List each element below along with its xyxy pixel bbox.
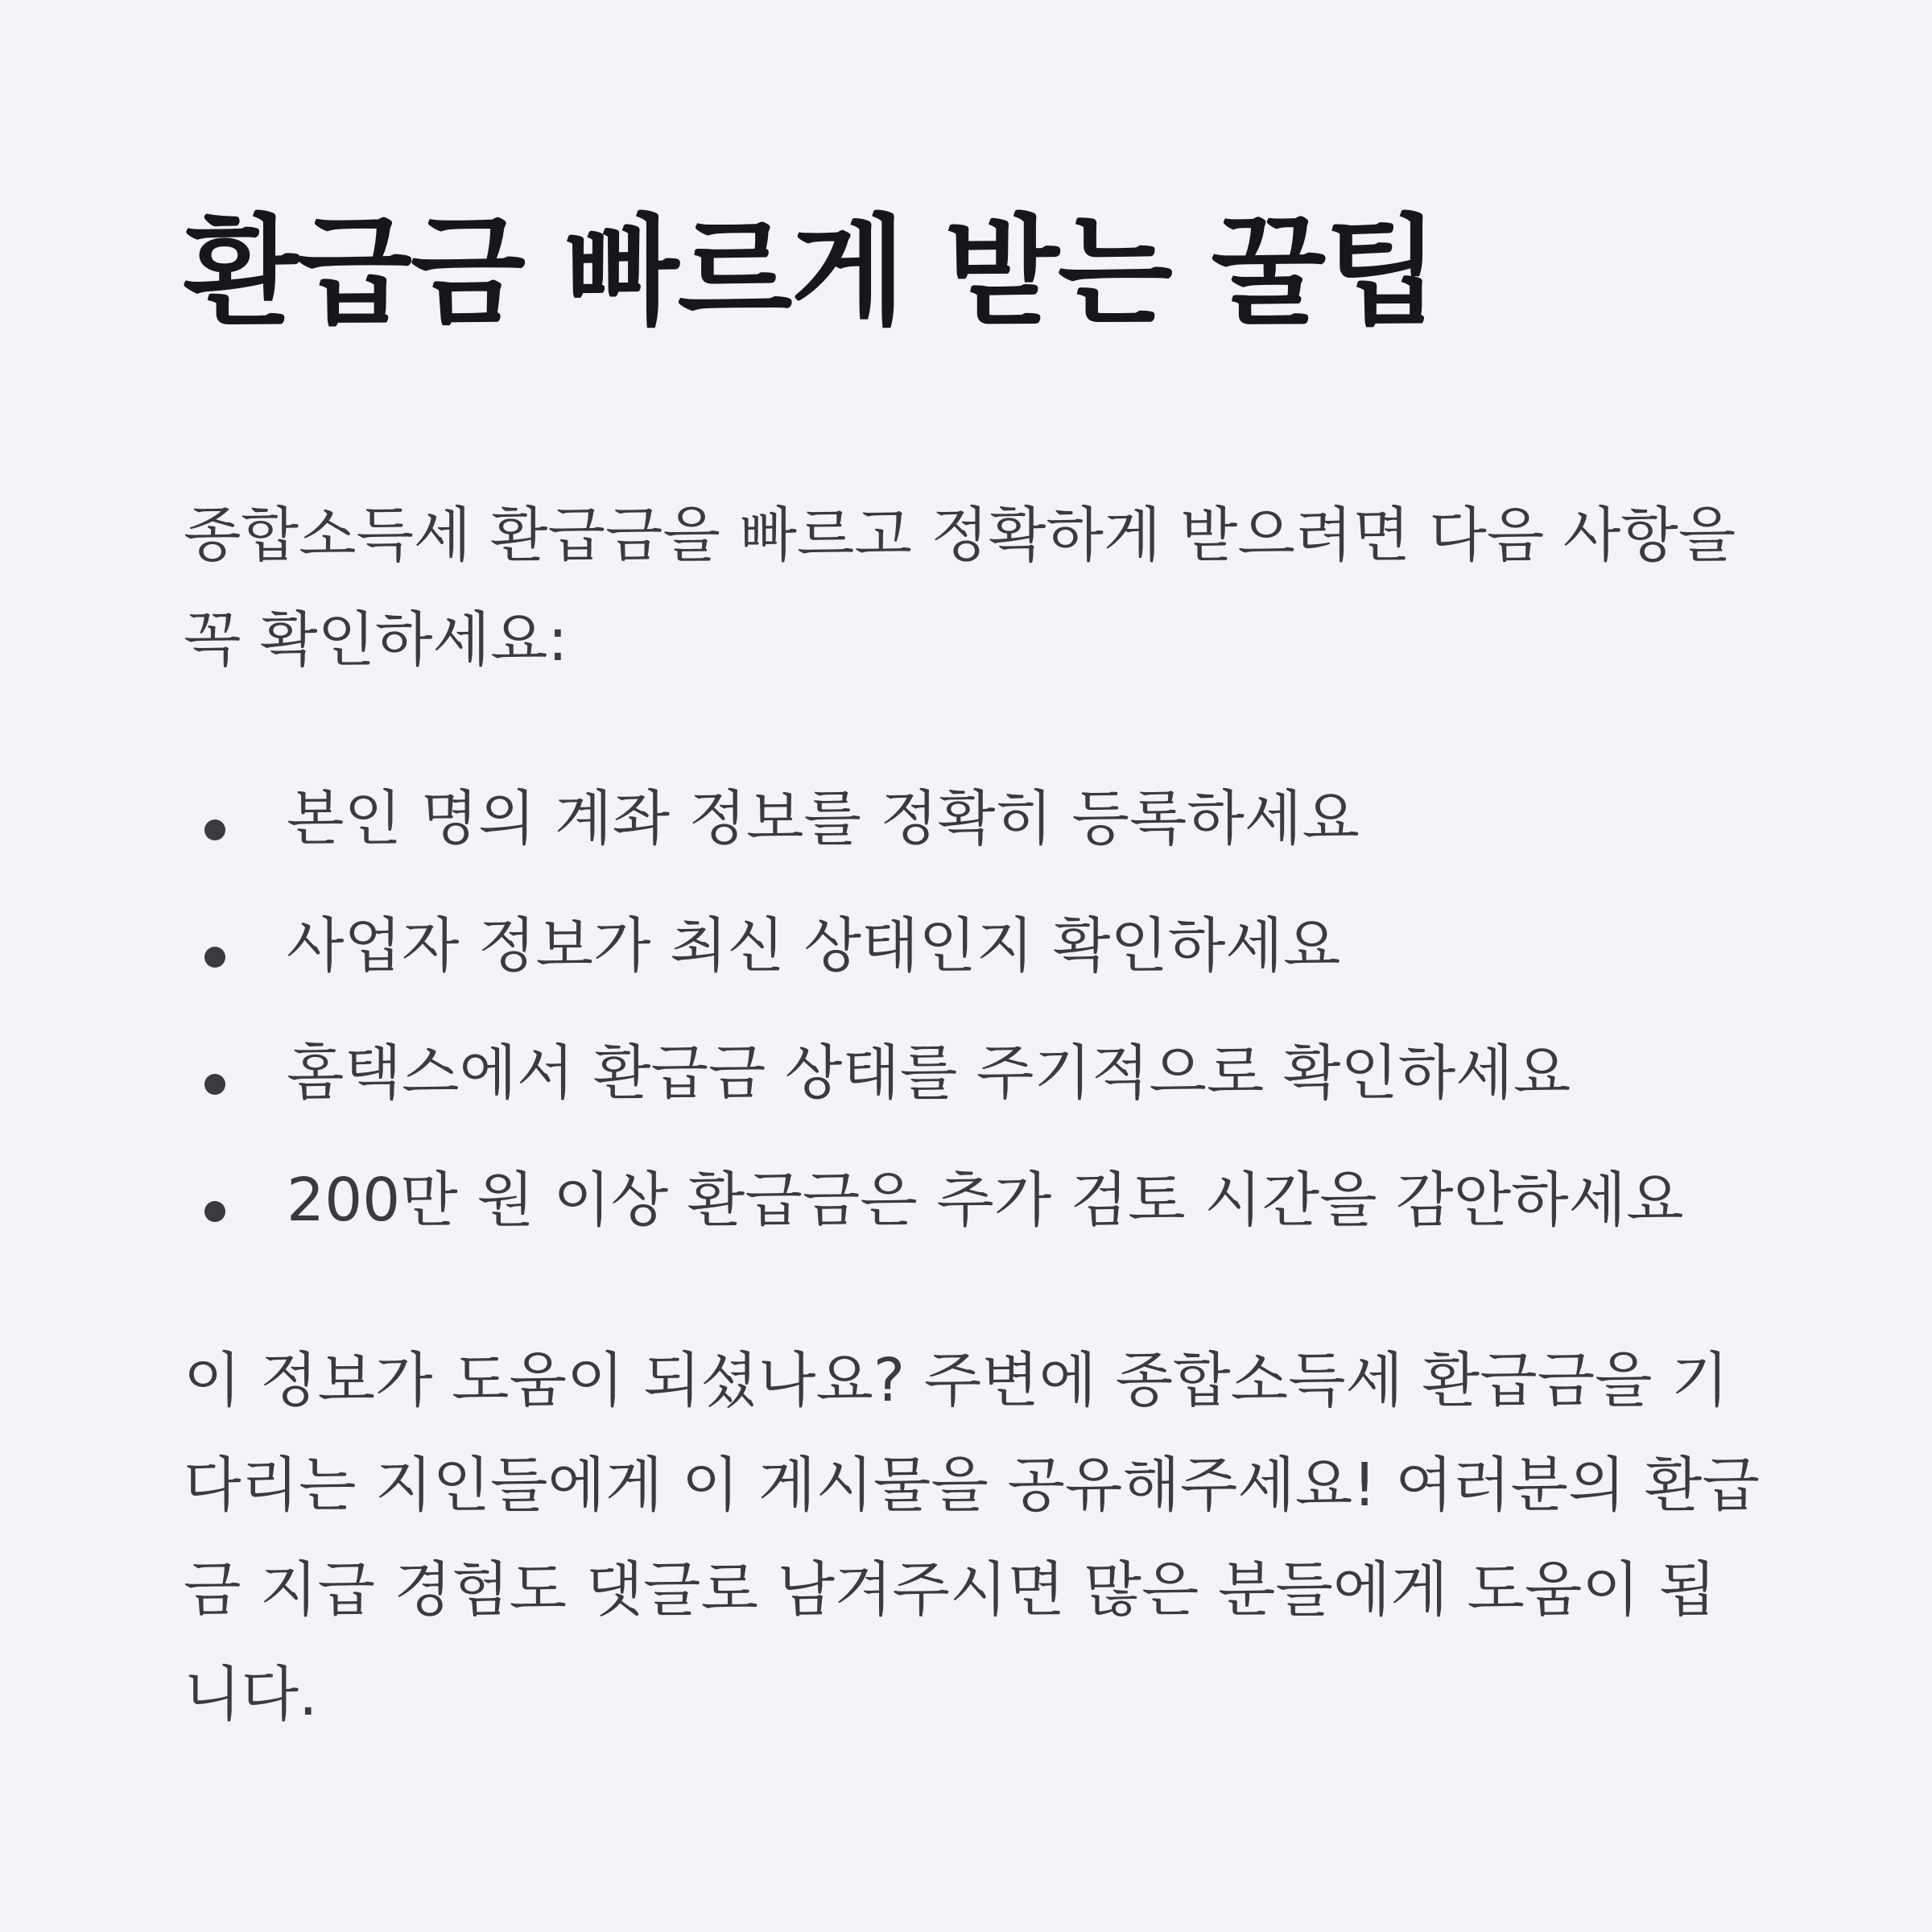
tip-text: 사업자 정보가 최신 상태인지 확인하세요 xyxy=(287,911,1341,980)
bullet-icon xyxy=(204,947,225,968)
list-item xyxy=(184,894,1777,1021)
bullet-icon xyxy=(204,1074,225,1095)
list-item xyxy=(184,766,1777,894)
tip-text: 본인 명의 계좌 정보를 정확히 등록하세요 xyxy=(287,784,1360,853)
tips-list xyxy=(184,766,1777,1275)
tip-text: 홈택스에서 환급금 상태를 주기적으로 확인하세요 xyxy=(287,1038,1571,1108)
intro-paragraph: 종합소득세 환급금을 빠르고 정확하게 받으려면 다음 사항을 꼭 확인하세요: xyxy=(184,501,1736,675)
closing-paragraph: 이 정보가 도움이 되셨나요? 주변에 종합소득세 환급금을 기다리는 지인들에게 이 게시물을 공유해주세요! 여러분의 환급금 지급 경험도 댓글로 남겨주시면 많은 분들에게 도움이 됩니다. xyxy=(184,1346,1760,1729)
tip-text: 200만 원 이상 환급금은 추가 검토 시간을 감안하세요 xyxy=(287,1166,1684,1235)
bullet-icon xyxy=(204,1201,225,1222)
list-item xyxy=(184,1021,1777,1148)
bullet-icon xyxy=(204,819,225,840)
post-card xyxy=(184,0,1777,1932)
list-item xyxy=(184,1148,1777,1275)
page-title: 환급금 빠르게 받는 꿀팁 xyxy=(184,203,1439,341)
